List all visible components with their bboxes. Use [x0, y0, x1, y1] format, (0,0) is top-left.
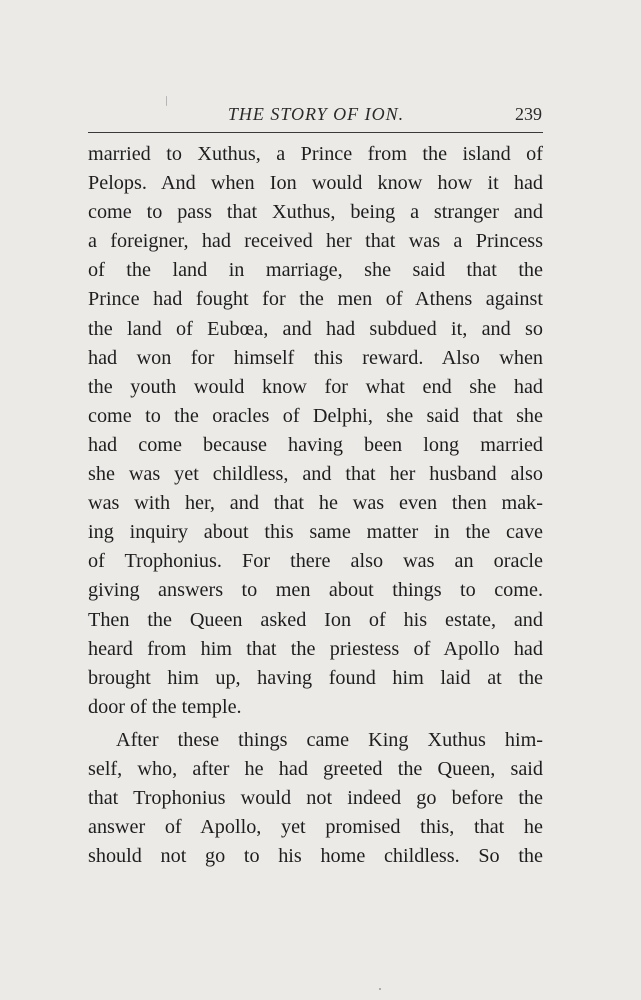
text-line: giving answers to men about things to come. — [88, 579, 543, 602]
text-line: come to pass that Xuthus, being a stranger and — [88, 201, 543, 224]
paper-speck — [379, 988, 381, 990]
text-line: brought him up, having found him laid at the — [88, 666, 543, 689]
text-line: the youth would know for what end she had — [88, 375, 543, 398]
text-line: self, who, after he had greeted the Queen, said — [88, 757, 543, 780]
text-line: a foreigner, had received her that was a Princess — [88, 230, 543, 253]
text-line: come to the oracles of Delphi, she said that she — [88, 404, 543, 427]
text-line: should not go to his home childless. So the — [88, 845, 543, 868]
paragraph — [88, 140, 543, 722]
text-line: she was yet childless, and that her husband also — [88, 463, 543, 486]
text-line: had come because having been long married — [88, 433, 543, 456]
text-line: that Trophonius would not indeed go before the — [88, 787, 543, 810]
text-line: had won for himself this reward. Also when — [88, 346, 543, 369]
text-line: Then the Queen asked Ion of his estate, and — [88, 608, 543, 631]
text-line: married to Xuthus, a Prince from the island of — [88, 143, 543, 165]
paragraph — [88, 726, 543, 871]
text-line: door of the temple. — [88, 695, 242, 718]
header-rule — [88, 132, 543, 133]
text-line: ing inquiry about this same matter in the cave — [88, 521, 543, 544]
text-line: the land of Eubœa, and had subdued it, and so — [88, 317, 543, 340]
running-head — [88, 102, 544, 130]
text-line: heard from him that the priestess of Apollo had — [88, 637, 543, 660]
text-line: After these things came King Xuthus him- — [116, 728, 543, 751]
text-line: of the land in marriage, she said that the — [88, 259, 543, 282]
text-line: of Trophonius. For there also was an oracle — [88, 550, 543, 573]
text-line: answer of Apollo, yet promised this, that he — [88, 816, 543, 839]
running-title: THE STORY OF ION. — [227, 104, 405, 124]
paper-speck — [166, 96, 167, 106]
text-line: Pelops. And when Ion would know how it had — [88, 172, 543, 195]
body-text — [88, 140, 543, 871]
text-line: was with her, and that he was even then mak- — [88, 492, 543, 515]
text-line: Prince had fought for the men of Athens against — [88, 288, 543, 311]
page-number: 239 — [515, 104, 542, 124]
